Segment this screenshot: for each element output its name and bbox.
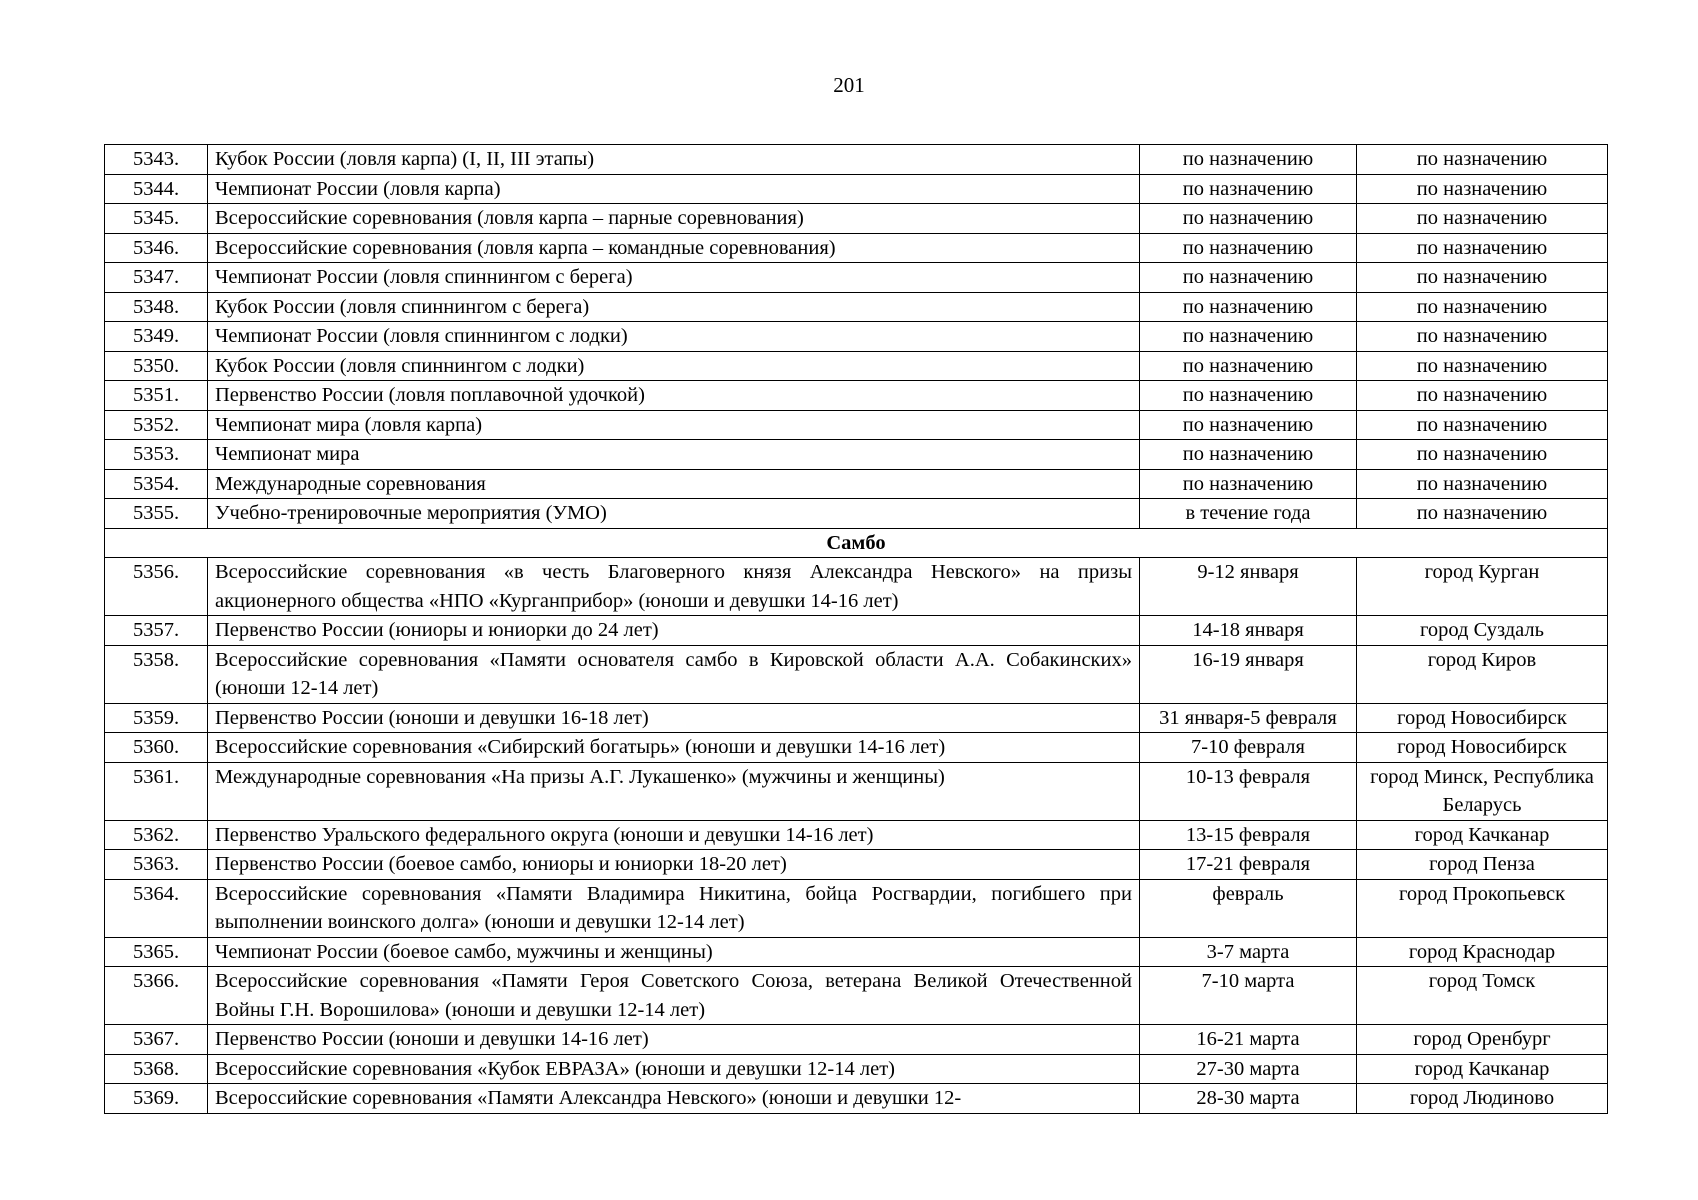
- event-number: 5353.: [105, 440, 208, 470]
- event-number: 5350.: [105, 351, 208, 381]
- event-place: по назначению: [1357, 469, 1608, 499]
- table-row: [105, 645, 1608, 703]
- event-number: 5345.: [105, 204, 208, 234]
- event-date: в течение года: [1140, 499, 1357, 529]
- event-number: 5357.: [105, 616, 208, 646]
- table-row: [105, 351, 1608, 381]
- event-number: 5343.: [105, 145, 208, 175]
- table-row: [105, 499, 1608, 529]
- event-number: 5362.: [105, 820, 208, 850]
- event-place: город Краснодар: [1357, 937, 1608, 967]
- event-date: по назначению: [1140, 204, 1357, 234]
- event-date: по назначению: [1140, 440, 1357, 470]
- event-place: по назначению: [1357, 263, 1608, 293]
- event-name: Первенство России (юноши и девушки 14-16 лет): [208, 1025, 1140, 1055]
- event-number: 5354.: [105, 469, 208, 499]
- event-place: город Суздаль: [1357, 616, 1608, 646]
- event-date: февраль: [1140, 879, 1357, 937]
- table-row: [105, 1084, 1608, 1114]
- event-date: 10-13 февраля: [1140, 762, 1357, 820]
- event-number: 5367.: [105, 1025, 208, 1055]
- table-row: [105, 263, 1608, 293]
- event-name: Международные соревнования: [208, 469, 1140, 499]
- event-number: 5368.: [105, 1054, 208, 1084]
- event-date: 16-21 марта: [1140, 1025, 1357, 1055]
- table-row: [105, 292, 1608, 322]
- event-date: по назначению: [1140, 469, 1357, 499]
- event-name: Всероссийские соревнования (ловля карпа – парные соревнования): [208, 204, 1140, 234]
- event-place: по назначению: [1357, 233, 1608, 263]
- event-number: 5359.: [105, 703, 208, 733]
- event-place: город Новосибирск: [1357, 733, 1608, 763]
- event-date: 31 января-5 февраля: [1140, 703, 1357, 733]
- event-name: Первенство России (ловля поплавочной удочкой): [208, 381, 1140, 411]
- event-name: Всероссийские соревнования «Памяти Владимира Никитина, бойца Росгвардии, погибшего при выполнении воинского долга» (юноши и девушки 12-14 лет): [208, 879, 1140, 937]
- table-row: [105, 1025, 1608, 1055]
- event-name: Чемпионат России (ловля спиннингом с берега): [208, 263, 1140, 293]
- table-row: [105, 410, 1608, 440]
- event-name: Всероссийские соревнования «Памяти Александра Невского» (юноши и девушки 12-: [208, 1084, 1140, 1114]
- event-date: 3-7 марта: [1140, 937, 1357, 967]
- event-place: по назначению: [1357, 351, 1608, 381]
- event-place: по назначению: [1357, 145, 1608, 175]
- event-date: 16-19 января: [1140, 645, 1357, 703]
- event-date: по назначению: [1140, 263, 1357, 293]
- event-number: 5351.: [105, 381, 208, 411]
- event-number: 5355.: [105, 499, 208, 529]
- event-number: 5356.: [105, 558, 208, 616]
- event-number: 5366.: [105, 967, 208, 1025]
- event-date: по назначению: [1140, 410, 1357, 440]
- event-name: Всероссийские соревнования «Памяти основателя самбо в Кировской области А.А. Собакинских» (юноши 12-14 лет): [208, 645, 1140, 703]
- event-name: Международные соревнования «На призы А.Г. Лукашенко» (мужчины и женщины): [208, 762, 1140, 820]
- event-place: по назначению: [1357, 440, 1608, 470]
- event-number: 5349.: [105, 322, 208, 352]
- event-date: 28-30 марта: [1140, 1084, 1357, 1114]
- event-name: Первенство России (юниоры и юниорки до 24 лет): [208, 616, 1140, 646]
- event-name: Первенство России (боевое самбо, юниоры и юниорки 18-20 лет): [208, 850, 1140, 880]
- event-number: 5358.: [105, 645, 208, 703]
- event-number: 5346.: [105, 233, 208, 263]
- event-place: город Качканар: [1357, 820, 1608, 850]
- event-place: город Качканар: [1357, 1054, 1608, 1084]
- table-row: [105, 204, 1608, 234]
- event-name: Всероссийские соревнования «Памяти Героя Советского Союза, ветерана Великой Отечественной Войны Г.Н. Ворошилова» (юноши и девушки 12-14 лет): [208, 967, 1140, 1025]
- event-date: по назначению: [1140, 292, 1357, 322]
- event-name: Чемпионат России (ловля спиннингом с лодки): [208, 322, 1140, 352]
- event-name: Первенство России (юноши и девушки 16-18 лет): [208, 703, 1140, 733]
- event-place: по назначению: [1357, 381, 1608, 411]
- event-date: 14-18 января: [1140, 616, 1357, 646]
- event-number: 5347.: [105, 263, 208, 293]
- event-name: Чемпионат России (боевое самбо, мужчины и женщины): [208, 937, 1140, 967]
- event-name: Всероссийские соревнования «в честь Благоверного князя Александра Невского» на призы акционерного общества «НПО «Курганприбор» (юноши и девушки 14-16 лет): [208, 558, 1140, 616]
- table-row: [105, 733, 1608, 763]
- event-number: 5348.: [105, 292, 208, 322]
- event-date: по назначению: [1140, 351, 1357, 381]
- event-place: город Минск, Республика Беларусь: [1357, 762, 1608, 820]
- event-place: город Людиново: [1357, 1084, 1608, 1114]
- event-name: Кубок России (ловля карпа) (I, II, III этапы): [208, 145, 1140, 175]
- event-place: по назначению: [1357, 499, 1608, 529]
- table-row: [105, 174, 1608, 204]
- table-row: [105, 233, 1608, 263]
- event-date: 9-12 января: [1140, 558, 1357, 616]
- event-date: 7-10 марта: [1140, 967, 1357, 1025]
- event-place: город Киров: [1357, 645, 1608, 703]
- event-name: Кубок России (ловля спиннингом с берега): [208, 292, 1140, 322]
- event-date: по назначению: [1140, 322, 1357, 352]
- event-number: 5344.: [105, 174, 208, 204]
- section-title: Самбо: [105, 528, 1608, 558]
- table-row: [105, 1054, 1608, 1084]
- table-row: [105, 616, 1608, 646]
- table-row: [105, 145, 1608, 175]
- event-place: город Курган: [1357, 558, 1608, 616]
- event-place: город Томск: [1357, 967, 1608, 1025]
- event-date: 27-30 марта: [1140, 1054, 1357, 1084]
- event-place: по назначению: [1357, 410, 1608, 440]
- table-row: [105, 322, 1608, 352]
- table-row: [105, 440, 1608, 470]
- event-number: 5364.: [105, 879, 208, 937]
- event-place: город Пенза: [1357, 850, 1608, 880]
- event-name: Всероссийские соревнования «Кубок ЕВРАЗА» (юноши и девушки 12-14 лет): [208, 1054, 1140, 1084]
- event-number: 5361.: [105, 762, 208, 820]
- page-number: 201: [833, 73, 865, 97]
- event-name: Кубок России (ловля спиннингом с лодки): [208, 351, 1140, 381]
- event-number: 5369.: [105, 1084, 208, 1114]
- event-name: Учебно-тренировочные мероприятия (УМО): [208, 499, 1140, 529]
- event-place: по назначению: [1357, 174, 1608, 204]
- event-date: по назначению: [1140, 145, 1357, 175]
- event-place: город Прокопьевск: [1357, 879, 1608, 937]
- table-row: [105, 762, 1608, 820]
- event-date: 7-10 февраля: [1140, 733, 1357, 763]
- event-number: 5360.: [105, 733, 208, 763]
- events-table: [104, 144, 1608, 1114]
- section-row: [105, 528, 1608, 558]
- event-date: по назначению: [1140, 233, 1357, 263]
- table-row: [105, 967, 1608, 1025]
- event-name: Чемпионат мира (ловля карпа): [208, 410, 1140, 440]
- event-number: 5365.: [105, 937, 208, 967]
- event-date: по назначению: [1140, 174, 1357, 204]
- table-row: [105, 937, 1608, 967]
- event-place: по назначению: [1357, 322, 1608, 352]
- event-name: Чемпионат России (ловля карпа): [208, 174, 1140, 204]
- event-number: 5363.: [105, 850, 208, 880]
- table-row: [105, 820, 1608, 850]
- event-name: Чемпионат мира: [208, 440, 1140, 470]
- table-row: [105, 703, 1608, 733]
- table-row: [105, 558, 1608, 616]
- event-date: 13-15 февраля: [1140, 820, 1357, 850]
- event-number: 5352.: [105, 410, 208, 440]
- event-place: по назначению: [1357, 292, 1608, 322]
- table-row: [105, 469, 1608, 499]
- event-place: город Оренбург: [1357, 1025, 1608, 1055]
- event-name: Всероссийские соревнования «Сибирский богатырь» (юноши и девушки 14-16 лет): [208, 733, 1140, 763]
- event-place: город Новосибирск: [1357, 703, 1608, 733]
- event-date: по назначению: [1140, 381, 1357, 411]
- event-name: Всероссийские соревнования (ловля карпа – командные соревнования): [208, 233, 1140, 263]
- table-row: [105, 850, 1608, 880]
- event-place: по назначению: [1357, 204, 1608, 234]
- table-row: [105, 879, 1608, 937]
- event-date: 17-21 февраля: [1140, 850, 1357, 880]
- events-table-body: [105, 145, 1608, 1114]
- event-name: Первенство Уральского федерального округа (юноши и девушки 14-16 лет): [208, 820, 1140, 850]
- table-row: [105, 381, 1608, 411]
